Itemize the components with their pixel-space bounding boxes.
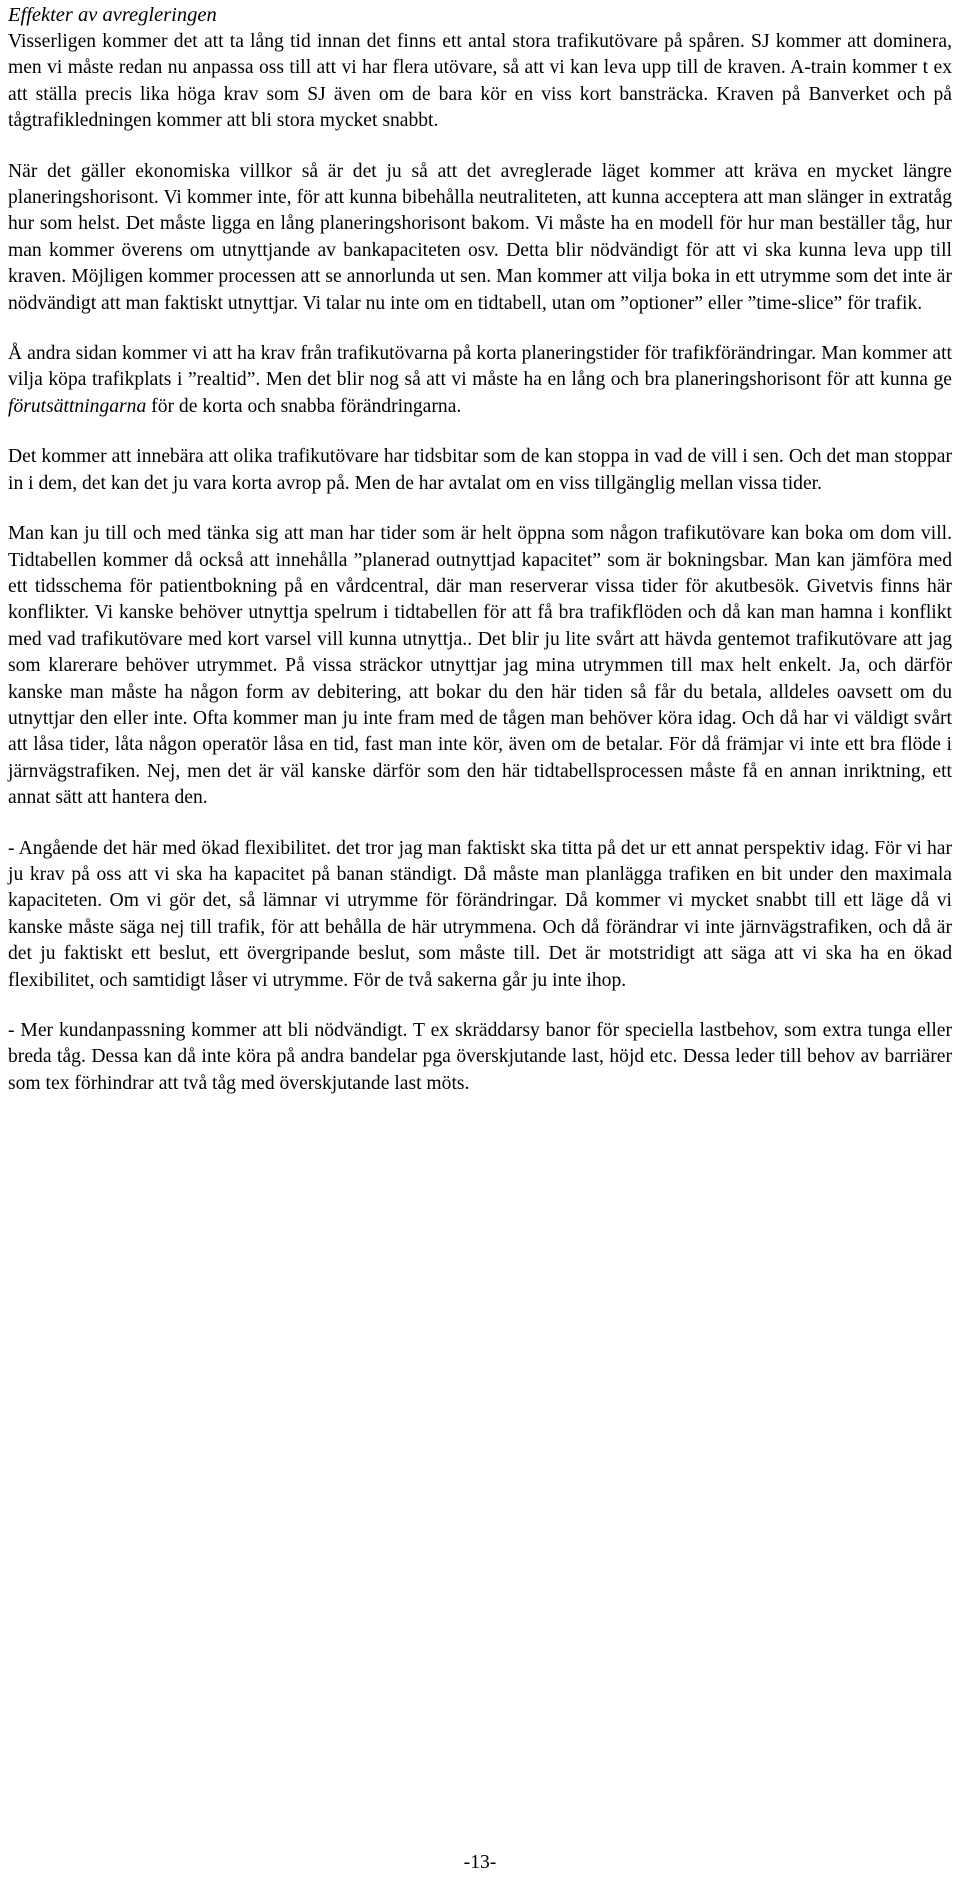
paragraph-5: Man kan ju till och med tänka sig att man har tider som är helt öppna som någon trafikutövare kan boka om dom vill. Tidtabellen kommer då också att innehålla ”planerad outnyttjad kapacitet” som är bokningsbar. Man kan jämföra med ett tidsschema för patientbokning på en vårdcentral, där man reserverar vissa tider för akutbesök. Givetvis finns här konflikter. Vi kanske behöver utnyttja spelrum i tidtabellen för att få bra trafikflöden och då kan man hamna i konflikt med vad trafikutövare med kort varsel vill kunna utnyttja.. Det blir ju lite svårt att hävda gentemot trafikutövare att jag som klarerare behöver utrymmet. På vissa sträckor utnyttjar jag mina utrymmen till max helt enkelt. Ja, och därför kanske man måste ha någon form av debitering, att bokar du den här tiden så får du betala, alldeles oavsett om du utnyttjar den eller inte. Ofta kommer man ju inte fram med de tågen man behöver köra idag. Och då har vi väldigt svårt att låsa tider, låta någon operatör låsa en tid, fast man inte kör, även om de betalar. För då främjar vi inte ett bra flöde i järnvägstrafiken. Nej, men det är väl kanske därför som den här tidtabellsprocessen måste få en annan inriktning, ett annat sätt att hantera den. (8, 523, 952, 809)
section-heading: Effekter av avregleringen (8, 4, 217, 26)
document-page (8, 0, 952, 1097)
paragraph-7: - Mer kundanpassning kommer att bli nödvändigt. T ex skräddarsy banor för speciella lastbehov, som extra tunga eller breda tåg. Dessa kan då inte köra på andra bandelar pga överskjutande last, höjd etc. Dessa leder till behov av barriärer som tex förhindrar att två tåg med överskjutande last möts. (8, 1020, 952, 1094)
paragraph-3-text-a: Å andra sidan kommer vi att ha krav från trafikutövarna på korta planeringstider för trafikförändringar. Man kommer att vilja köpa trafikplats i ”realtid”. Men det blir nog så att vi måste ha en lång och bra planeringshorisont för att kunna ge (8, 343, 952, 391)
paragraph-4: Det kommer att innebära att olika trafikutövare har tidsbitar som de kan stoppa in vad de vill i sen. Och det man stoppar in i dem, det kan det ju vara korta avrop på. Men de har avtalat om en viss tillgänglig mellan vissa tider. (8, 446, 952, 494)
paragraph-6: - Angående det här med ökad flexibilitet. det tror jag man faktiskt ska titta på det ur ett annat perspektiv idag. För vi har ju krav på oss att vi ska ha kapacitet på banan ständigt. Då måste man planlägga trafiken en bit under den maximala kapaciteten. Om vi gör det, så lämnar vi utrymme för förändringar. Då kommer vi mycket snabbt till ett läge då vi kanske måste säga nej till trafik, för att behålla de här utrymmena. Och då förändrar vi inte järnvägstrafiken, och då är det ju faktiskt ett beslut, ett övergripande beslut, som måste till. Det är motstridigt att säga att vi ska ha en ökad flexibilitet, och samtidigt låser vi utrymme. För de två sakerna går ju inte ihop. (8, 837, 952, 991)
paragraph-1: Visserligen kommer det att ta lång tid innan det finns ett antal stora trafikutövare på spåren. SJ kommer att dominera, men vi måste redan nu anpassa oss till att vi har flera utövare, så att vi kan leva upp till de kraven. A-train kommer t ex att ställa precis lika höga krav som SJ även om de bara kör en viss kort bansträcka. Kraven på Banverket och på tågtrafikledningen kommer att bli stora mycket snabbt. (8, 31, 952, 132)
page-number: -13- (463, 1852, 497, 1873)
paragraph-3-text-b: för de korta och snabba förändringarna. (146, 395, 462, 417)
paragraph-2: När det gäller ekonomiska villkor så är det ju så att det avreglerade läget kommer att kräva en mycket längre planeringshorisont. Vi kommer inte, för att kunna bibehålla neutraliteten, att kunna acceptera att man slänger in extratåg hur som helst. Det måste ligga en lång planeringshorisont bakom. Vi måste ha en modell för hur man beställer tåg, hur man kommer överens om utnyttjande av bankapaciteten osv. Detta blir nödvändigt för att vi ska kunna leva upp till kraven. Möjligen kommer processen att se annorlunda ut sen. Man kommer att vilja boka in ett utrymme som det inte är nödvändigt att man faktiskt utnyttjar. Vi talar nu inte om en tidtabell, utan om ”optioner” eller ”time-slice” för trafik. (8, 160, 952, 314)
paragraph-3 (8, 341, 952, 420)
paragraph-3-italic-word: förutsättningarna (8, 395, 147, 417)
